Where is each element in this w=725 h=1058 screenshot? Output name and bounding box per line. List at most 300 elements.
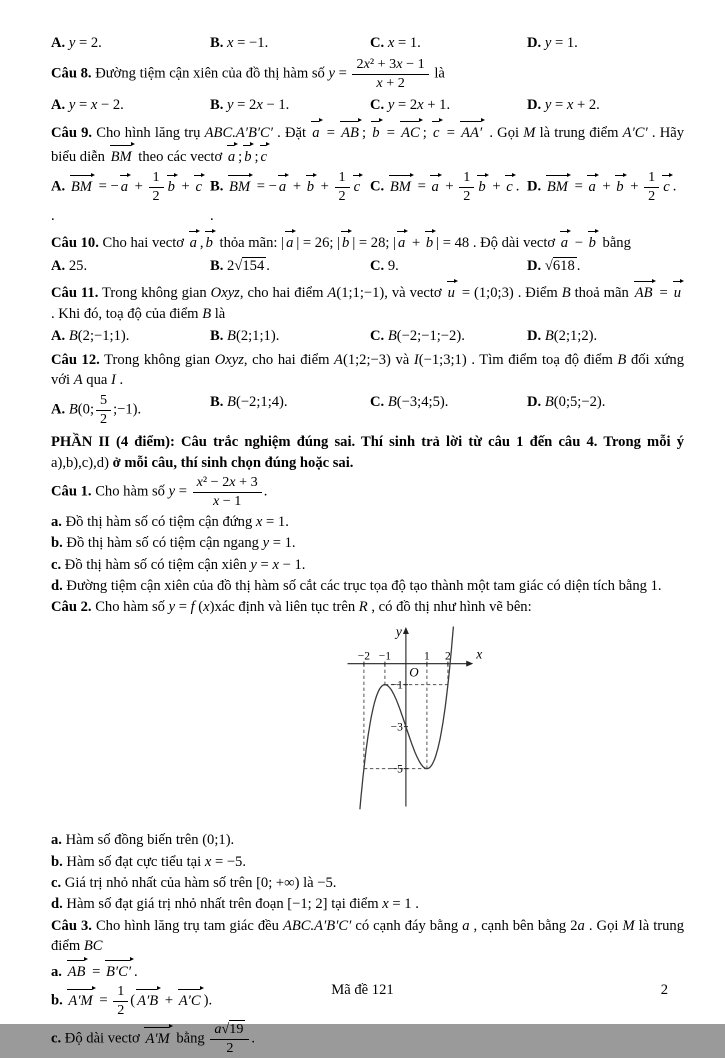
text-run: = −1. — [233, 35, 269, 51]
fraction-denominator — [113, 1002, 128, 1019]
fraction — [459, 170, 474, 205]
text-run: . — [515, 179, 520, 196]
math-text: B — [387, 394, 397, 411]
bold-text: d. — [51, 896, 63, 913]
text-run: là — [430, 66, 445, 83]
fraction-denominator — [149, 188, 164, 205]
answer-option — [210, 326, 370, 346]
answer-option — [370, 392, 527, 412]
bold-text: Câu 10. — [51, 235, 99, 252]
text-run: = — [442, 124, 460, 141]
math-text: x — [203, 599, 210, 616]
bold-text: A. — [51, 328, 66, 345]
text-run: 2 — [226, 1039, 234, 1056]
fraction-numerator — [193, 475, 262, 493]
text-run: ; — [254, 148, 259, 165]
text-run: = — [334, 66, 351, 83]
x-axis-arrow — [466, 660, 473, 666]
math-text: y — [544, 97, 552, 114]
text-run: , cạnh bên bằng 2 — [469, 917, 578, 934]
math-text: M — [523, 124, 536, 141]
text-run: = — [413, 179, 430, 196]
text-run: (2;−1;1). — [77, 328, 130, 345]
math-text: BC — [83, 938, 103, 955]
text-run: − — [571, 235, 587, 252]
bold-text: B. — [210, 394, 224, 411]
radicand: 618 — [552, 257, 575, 274]
text-run: . — [134, 963, 138, 980]
answer-option — [51, 169, 210, 226]
bold-text: Câu 1. — [51, 483, 92, 500]
text-run: ; — [361, 124, 371, 141]
vector: a — [226, 144, 238, 167]
text-run: bằng — [172, 1030, 209, 1047]
vector: AC — [399, 120, 423, 143]
text-run: là trung điểm — [51, 917, 685, 955]
text-run: − 1. — [278, 556, 306, 573]
text-run: là trung điểm — [535, 124, 623, 141]
text-run: đối xứng với — [51, 351, 684, 389]
bold-text: a. — [51, 963, 62, 980]
vector: b — [166, 174, 178, 197]
text-run: ;−1). — [113, 402, 142, 419]
text-run: theo các vectơ — [134, 148, 226, 165]
text-run: . — [51, 208, 55, 225]
y-axis-arrow — [403, 627, 409, 634]
vector: b — [242, 144, 254, 167]
q1-item-a — [51, 512, 684, 532]
answer-option — [210, 33, 370, 53]
fraction-denominator — [352, 75, 428, 92]
text-run: Cho hình lăng trụ tam giác đều — [91, 917, 283, 934]
bold-text: D. — [527, 97, 542, 114]
text-run: − 1. — [262, 97, 290, 114]
radicand: 19 — [229, 1020, 244, 1037]
text-run: (−3;4;5). — [396, 394, 449, 411]
text-run: thỏa mãn: | — [215, 235, 285, 252]
math-text: M — [622, 917, 635, 934]
text-run: , cho hai điểm — [239, 285, 328, 302]
vector: AB — [66, 959, 89, 982]
bold-text: B. — [210, 257, 224, 274]
function-curve — [357, 623, 454, 809]
bold-text: Câu 11. — [51, 285, 99, 302]
math-text: y — [168, 599, 176, 616]
answer-option — [51, 326, 210, 346]
fraction-numerator — [149, 170, 164, 188]
math-text: x — [417, 97, 424, 114]
bold-text: B. — [210, 328, 224, 345]
bold-text: A. — [51, 35, 66, 51]
text-run: + — [441, 179, 458, 196]
q2-item-c — [51, 873, 684, 893]
text-run: ² + 3 — [369, 56, 397, 73]
text-run: ( — [194, 599, 204, 616]
text-run: , cho hai điểm — [243, 351, 335, 368]
math-text: x — [256, 97, 263, 114]
math-text: ABC.A′B′C′ — [282, 917, 352, 934]
vector: BM — [69, 174, 95, 197]
math-text: x — [90, 97, 98, 114]
text-run: có cạnh đáy bằng — [351, 917, 463, 934]
text-run: 2 — [117, 1001, 125, 1018]
fraction-denominator — [335, 188, 350, 205]
math-text: Oxyz — [214, 351, 244, 368]
text-run: 1 — [152, 169, 160, 186]
bold-text: D. — [527, 328, 542, 345]
vector: c — [431, 120, 442, 143]
text-run: 2 — [338, 188, 346, 205]
text-run: 9. — [384, 257, 399, 274]
answer-option — [51, 95, 210, 115]
text-run: = (1;0;3) . Điểm — [457, 285, 562, 302]
bold-text: A. — [51, 257, 66, 274]
text-run: 1 — [648, 169, 656, 186]
text-run: 25. — [65, 257, 88, 274]
fraction-numerator — [335, 170, 350, 188]
bold-text: A. — [51, 402, 66, 419]
answer-option — [527, 95, 684, 115]
math-text: R — [358, 599, 368, 616]
question-11 — [51, 279, 684, 324]
text-run: Đồ thị hàm số có tiệm cận xiên — [61, 556, 251, 573]
bold-text: C. — [370, 328, 385, 345]
text-run: | = 28; | — [352, 235, 396, 252]
answer-option — [370, 95, 527, 115]
math-text: y — [227, 97, 234, 114]
math-text: B — [68, 402, 78, 419]
square-root — [221, 1020, 245, 1037]
bold-text: A. — [51, 179, 66, 196]
fraction-numerator — [459, 170, 474, 188]
bold-text: D. — [527, 257, 542, 274]
q3-item-a — [51, 958, 684, 982]
text-run: ( — [130, 992, 136, 1009]
bold-text: B. — [210, 97, 224, 114]
bold-text: D. — [527, 394, 542, 411]
math-text: y — [168, 483, 176, 500]
q1-item-c — [51, 555, 684, 575]
bold-text: a. — [51, 513, 62, 530]
part2-question-3 — [51, 916, 684, 957]
math-text: y — [262, 535, 270, 552]
answer-option — [51, 392, 210, 429]
vector: b — [305, 174, 317, 197]
answer-option — [527, 392, 684, 412]
text-run: Đồ thị hàm số có tiệm cận đứng — [61, 513, 256, 530]
answer-option — [370, 33, 527, 53]
bold-text: B. — [210, 179, 224, 196]
bold-text: Câu 8. — [51, 66, 92, 83]
text-run: ; — [422, 124, 432, 141]
text-run: = — [655, 285, 672, 302]
q2-item-d — [51, 894, 684, 914]
x-tick-label: −2 — [357, 650, 371, 663]
text-run: ² − 2 — [202, 473, 230, 490]
text-run: = 2. — [75, 35, 102, 51]
math-text: x — [387, 35, 395, 51]
vector: a — [188, 230, 200, 253]
bold-text: C. — [370, 35, 385, 51]
answer-option — [51, 256, 210, 276]
function-graph — [337, 623, 489, 815]
text-run: = — [95, 992, 112, 1009]
vector: A′M — [66, 988, 95, 1011]
answer-option — [51, 33, 210, 53]
text-run: , — [199, 235, 204, 252]
text-run: ; — [238, 148, 243, 165]
text-run: + 1. — [423, 97, 451, 114]
bold-text: PHẦN II (4 điểm): Câu trắc nghiệm đúng sai. Thí sinh trả lời từ câu 1 đến câu 4. Trong mỗi ý — [51, 434, 684, 451]
answer-option — [210, 169, 370, 226]
vector: AA′ — [459, 120, 485, 143]
text-run: . — [251, 1030, 256, 1047]
text-run: + — [626, 179, 643, 196]
fraction-numerator — [96, 393, 111, 411]
page-number: 2 — [660, 982, 668, 998]
text-run: = 2 — [394, 97, 418, 114]
text-run: = 1. — [269, 535, 296, 552]
text-run: Độ dài vectơ — [61, 1030, 144, 1047]
fraction-numerator — [644, 170, 659, 188]
bold-text: ở mỗi câu, thí sinh chọn đúng hoặc sai. — [112, 454, 354, 471]
math-text: I — [413, 351, 419, 368]
text-run: − 1 — [219, 492, 242, 509]
text-run: (−2;−1;−2). — [396, 328, 465, 345]
text-run: là — [211, 305, 226, 322]
vector: b — [204, 230, 216, 253]
math-text: B — [544, 328, 554, 345]
text-run: thoả mãn — [570, 285, 633, 302]
bold-text: B. — [210, 35, 224, 51]
answer-option — [210, 392, 370, 412]
math-text: x — [229, 473, 236, 490]
fraction — [210, 1022, 249, 1057]
vector: BM — [227, 174, 253, 197]
vector: a — [310, 120, 322, 143]
radical-sign: √ — [544, 257, 553, 274]
x-tick-label: −1 — [378, 650, 392, 663]
math-text: f — [190, 599, 195, 616]
math-text: a — [214, 1020, 222, 1037]
text-run: 2 — [100, 411, 108, 428]
math-text: B — [227, 328, 236, 345]
vector: c — [352, 174, 363, 197]
fraction-denominator — [644, 188, 659, 205]
x-tick-label: 1 — [424, 650, 430, 663]
text-run: (−1;3;1) . Tìm điểm toạ độ điểm — [418, 351, 618, 368]
vector: a — [284, 230, 296, 253]
vector: c — [259, 144, 270, 167]
q1-item-b — [51, 533, 684, 553]
answer-option — [527, 326, 684, 346]
text-run: Cho hàm số — [91, 599, 169, 616]
question-12 — [51, 350, 684, 391]
math-text: B — [617, 351, 627, 368]
text-run: = − — [94, 179, 119, 196]
fraction — [335, 170, 350, 205]
vector: A′C — [177, 988, 204, 1011]
text-run: Hàm số đồng biến trên (0;1). — [61, 832, 235, 849]
text-run: + — [408, 235, 424, 252]
bold-text: C. — [370, 179, 385, 196]
function-graph-figure — [337, 623, 489, 821]
math-text: B — [561, 285, 571, 302]
radical-sign: √ — [234, 257, 243, 274]
text-run: (0;5;−2). — [553, 394, 606, 411]
bold-text: c. — [51, 875, 62, 892]
question-9 — [51, 119, 684, 168]
square-root — [545, 257, 577, 274]
text-run: . Gọi — [485, 124, 524, 141]
options-row — [51, 169, 684, 226]
text-run: 2 — [152, 188, 160, 205]
text-run: = 1 . — [388, 896, 419, 913]
vector: A′M — [143, 1026, 172, 1049]
fraction-denominator — [193, 493, 262, 510]
fraction-numerator — [352, 57, 428, 75]
vector: a — [559, 230, 571, 253]
math-text: Oxyz — [210, 285, 240, 302]
math-text: y — [328, 66, 335, 83]
exam-code: Mã đề 121 — [331, 982, 394, 998]
radical-sign: √ — [221, 1020, 230, 1037]
part2-question-2 — [51, 597, 684, 617]
text-run: Đường tiệm cận xiên của đồ thị hàm số — [91, 66, 329, 83]
text-run: = — [175, 483, 191, 500]
vector: c — [504, 174, 515, 197]
math-text: x — [196, 473, 203, 490]
text-run: (1;2;−3) và — [342, 351, 414, 368]
vector: BM — [388, 174, 414, 197]
math-text: B — [68, 328, 78, 345]
text-run: + — [289, 179, 305, 196]
math-text: y — [68, 97, 76, 114]
text-run: = 1. — [394, 35, 421, 51]
text-run: . Đặt — [272, 124, 311, 141]
answer-option — [527, 169, 684, 206]
bold-text: C. — [370, 97, 385, 114]
text-run: 2 — [356, 56, 364, 73]
text-run: )xác định và liên tục trên — [209, 599, 359, 616]
text-run: + 2 — [382, 75, 405, 92]
text-run: . Hãy biểu diễn — [51, 124, 685, 165]
text-run: , có đồ thị như hình vẽ bên: — [367, 599, 532, 616]
vector: a — [396, 230, 408, 253]
square-root — [234, 257, 266, 274]
vector: u — [672, 280, 684, 303]
text-run: Giá trị nhỏ nhất của hàm số trên [0; +∞) là −5. — [61, 875, 337, 892]
text-run: 1 — [463, 169, 471, 186]
bold-text: Câu 9. — [51, 124, 93, 141]
text-run: + — [317, 179, 333, 196]
text-run: = −5. — [211, 853, 246, 870]
text-run: Đồ thị hàm số có tiệm cận ngang — [62, 535, 263, 552]
text-run: Đường tiệm cận xiên của đồ thị hàm số cắt các trục tọa độ tạo thành một tam giác có diện tích bằng 1. — [62, 577, 662, 594]
vector: b — [476, 174, 488, 197]
math-text: A — [73, 372, 83, 389]
text-run: Cho hàm số — [91, 483, 169, 500]
math-text: x — [396, 56, 403, 73]
answer-option — [210, 256, 370, 276]
text-run: Hàm số đạt giá trị nhỏ nhất trên đoạn [−1; 2] tại điểm — [62, 896, 383, 913]
math-text: y — [544, 35, 552, 51]
options-row — [51, 392, 684, 429]
fraction-denominator — [459, 188, 474, 205]
math-text: B — [387, 328, 397, 345]
part2-question-1 — [51, 474, 684, 511]
text-run: = — [382, 124, 400, 141]
y-axis-label: y — [395, 623, 402, 639]
options-row — [51, 95, 684, 115]
text-run: . — [672, 179, 677, 196]
text-run: (1;1;−1), và vectơ — [336, 285, 446, 302]
text-run: (2;1;2). — [553, 328, 598, 345]
bold-text: b. — [51, 853, 63, 870]
vector: b — [424, 230, 436, 253]
text-run: | = 26; | — [296, 235, 341, 252]
math-text: A′C′ — [622, 124, 648, 141]
text-run: Cho hình lăng trụ — [92, 124, 205, 141]
radicand: 154 — [242, 257, 265, 274]
y-tick-label: −3 — [390, 721, 403, 734]
math-text: y — [387, 97, 395, 114]
vector: B′C′ — [104, 959, 134, 982]
q3-item-c — [51, 1021, 684, 1058]
answer-option — [210, 95, 370, 115]
text-run: = 2 — [233, 97, 257, 114]
text-run: Cho hai vectơ — [98, 235, 188, 252]
math-text: B — [544, 394, 554, 411]
fraction — [149, 170, 164, 205]
math-text: A — [334, 351, 343, 368]
math-text: I — [111, 372, 116, 389]
text-run: Trong không gian — [99, 351, 215, 368]
text-run: = — [175, 599, 191, 616]
question-8 — [51, 56, 684, 93]
vector: c — [193, 174, 204, 197]
text-run: = − — [253, 179, 277, 196]
text-run: ). — [203, 992, 213, 1009]
fraction — [352, 57, 428, 92]
answer-option — [370, 326, 527, 346]
text-run: bằng — [598, 235, 631, 252]
math-text: ABC.A′B′C′ — [204, 124, 273, 141]
math-text: x — [363, 56, 370, 73]
text-run: + 3 — [235, 473, 258, 490]
fraction-denominator — [96, 411, 111, 428]
text-run: a),b),c),d) — [51, 454, 113, 471]
math-text: x — [382, 896, 389, 913]
answer-option — [370, 169, 527, 206]
vector: A′B — [135, 988, 161, 1011]
text-run: 2 — [463, 188, 471, 205]
text-run: 1 — [117, 983, 125, 1000]
text-run: = — [75, 97, 91, 114]
text-run: = — [551, 97, 567, 114]
bold-text: c. — [51, 1030, 62, 1047]
math-text: x — [566, 97, 574, 114]
y-tick-label: −1 — [390, 679, 403, 692]
vector: a — [277, 174, 289, 197]
text-run: = — [570, 179, 587, 196]
fraction — [193, 475, 262, 510]
vector: a — [586, 174, 598, 197]
text-run: | = 48 . Độ dài vectơ — [436, 235, 559, 252]
math-text: B — [202, 305, 212, 322]
math-text: y — [250, 556, 257, 573]
text-run: − 1 — [402, 56, 425, 73]
